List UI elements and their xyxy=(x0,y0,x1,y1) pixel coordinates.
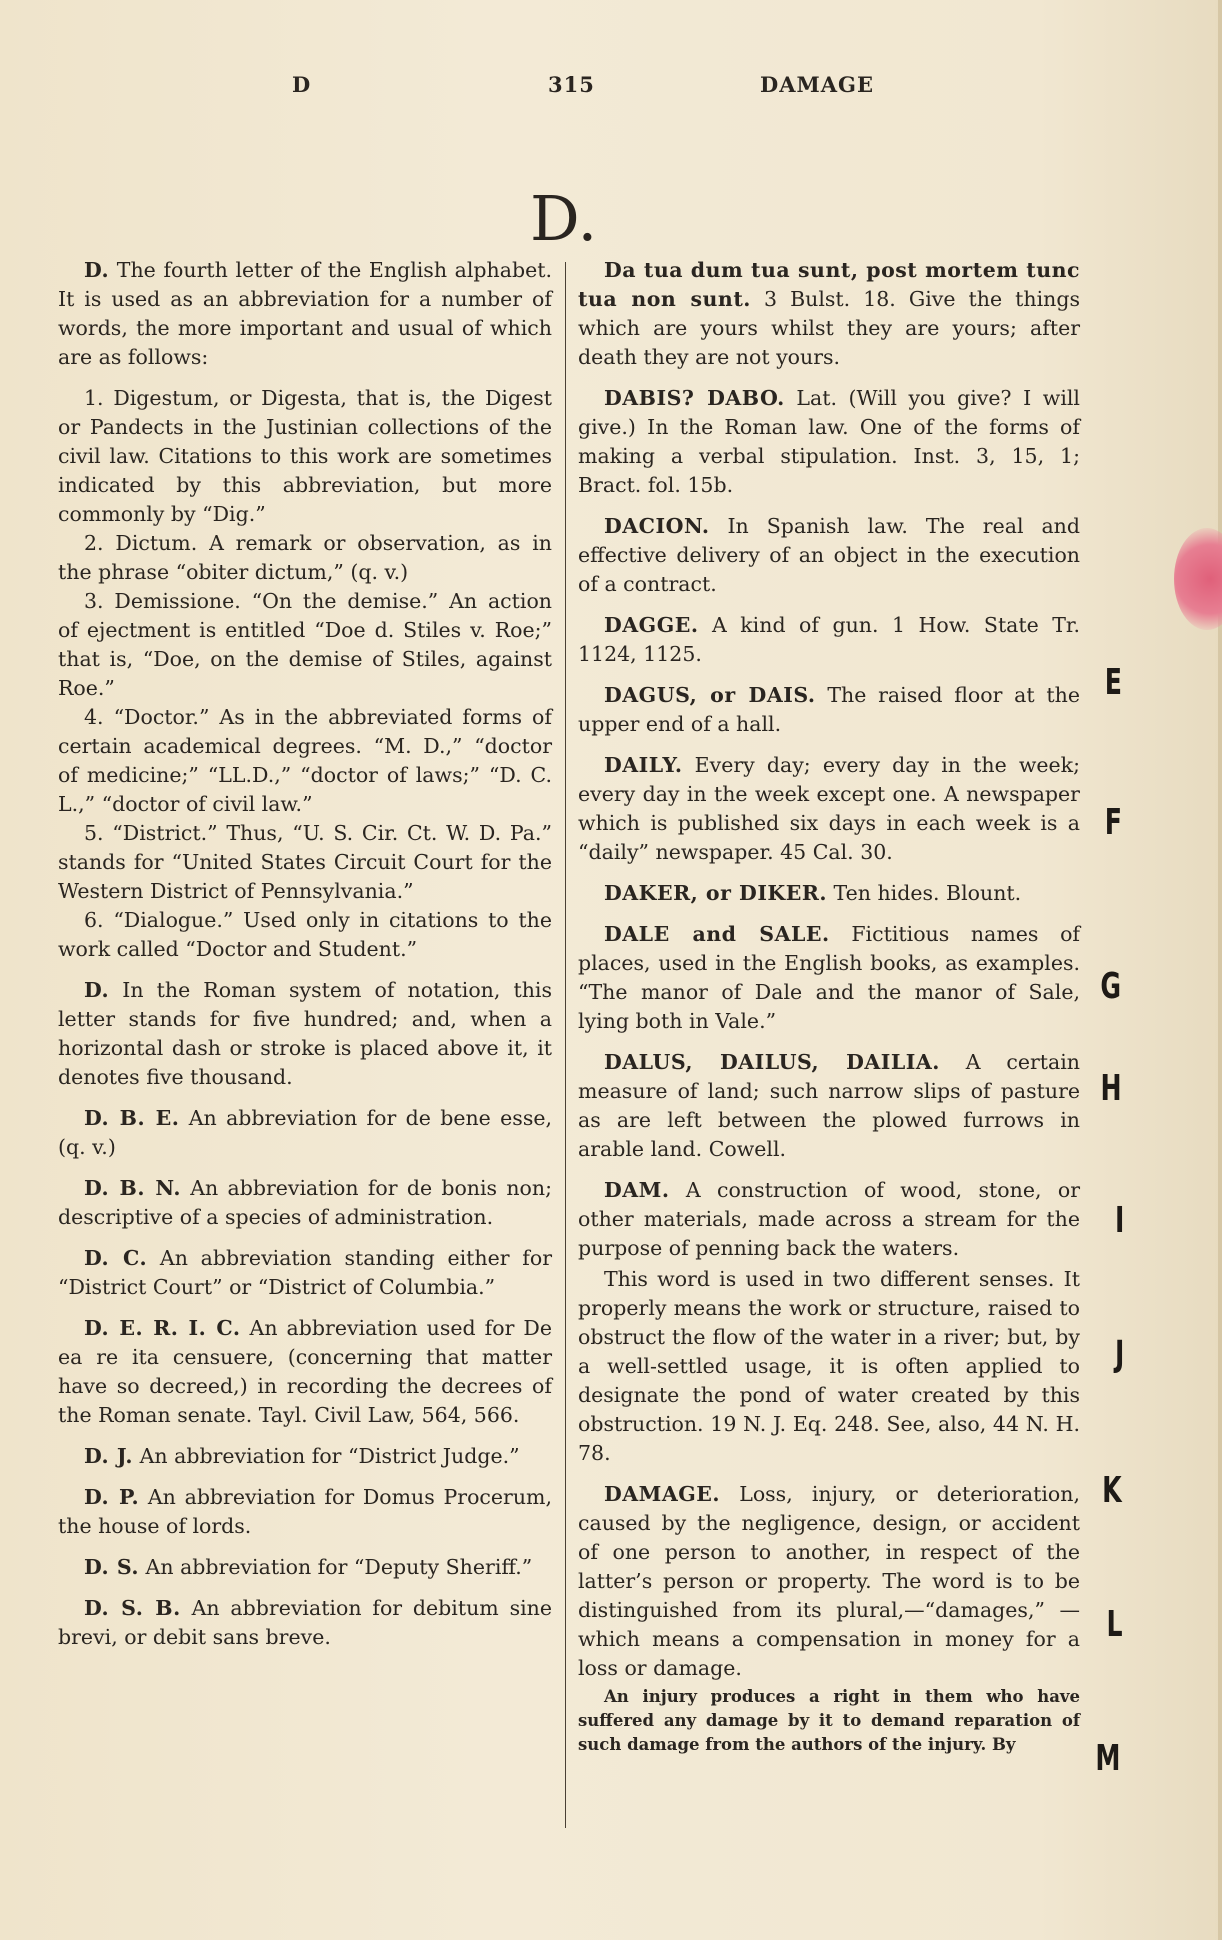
dictionary-entry xyxy=(58,1314,552,1430)
dictionary-entry xyxy=(578,920,1080,1036)
sub-entry: 1. Digestum, or Digesta, that is, the Digest or Pandects in the Justinian collections of the civil law. Citations to this work are sometimes indicated by this abbreviation, but more commonly by “Dig.” xyxy=(58,386,552,526)
headword: D. xyxy=(84,258,110,282)
definition: An abbreviation for de bonis non; descriptive of a species of administration. xyxy=(58,1176,552,1229)
definition: A kind of gun. 1 How. State Tr. 1124, 1125. xyxy=(578,613,1080,666)
page-number: 315 xyxy=(548,72,595,97)
headword: D. B. N. xyxy=(84,1176,181,1200)
dictionary-entry xyxy=(578,384,1080,500)
definition: An abbreviation for de bene esse, (q. v.) xyxy=(58,1106,552,1159)
headword: D. S. xyxy=(84,1555,140,1579)
definition: An abbreviation for debitum sine brevi, or debit sans breve. xyxy=(58,1596,552,1649)
sub-entry: 6. “Dialogue.” Used only in citations to the work called “Doctor and Student.” xyxy=(58,908,552,961)
header-word: DAMAGE xyxy=(760,72,874,97)
sub-entry: This word is used in two different senses. It properly means the work or structure, raised to obstruct the flow of the water in a river; but, by a well-settled usage, it is often applied to designate the pond of water created by this obstruction. 19 N. J. Eq. 248. See, also, 44 N. H. 78. xyxy=(578,1267,1080,1465)
headword: D. P. xyxy=(84,1485,140,1509)
headword: DAILY. xyxy=(604,753,683,777)
headword: DAM. xyxy=(604,1178,670,1202)
header-letter: D xyxy=(292,72,312,97)
dictionary-entry xyxy=(578,1048,1080,1164)
headword: DALE and SALE. xyxy=(604,922,830,946)
definition: Ten hides. Blount. xyxy=(827,881,1022,905)
definition: Every day; every day in the week; every day in the week except one. A newspaper which is published six days in each week is a “daily” newspaper. 45 Cal. 30. xyxy=(578,753,1080,864)
dictionary-entry xyxy=(58,1483,552,1541)
left-column xyxy=(58,256,552,1664)
headword: DAMAGE. xyxy=(604,1482,721,1506)
headword: D. E. R. I. C. xyxy=(84,1316,241,1340)
definition: 3 Bulst. 18. Give the things which are yours whilst they are yours; after death they are not yours. xyxy=(578,287,1081,369)
definition: A certain measure of land; such narrow slips of pasture as are left between the plowed furrows in arable land. Cowell. xyxy=(578,1050,1080,1161)
definition: An abbreviation standing either for “District Court” or “District of Columbia.” xyxy=(58,1246,552,1299)
definition: Fictitious names of places, used in the English books, as examples. “The manor of Dale and the manor of Sale, lying both in Vale.” xyxy=(578,922,1081,1033)
headword: D. S. B. xyxy=(84,1596,181,1620)
thumb-index-m: M xyxy=(1095,1738,1121,1779)
thumb-index-g: G xyxy=(1100,966,1122,1007)
column-divider xyxy=(565,262,566,1828)
headword: DAGGE. xyxy=(604,613,699,637)
headword: D. xyxy=(84,978,110,1002)
dictionary-entry xyxy=(578,1480,1080,1683)
dictionary-entry xyxy=(578,1176,1080,1263)
thumb-index-i: I xyxy=(1114,1200,1124,1241)
right-column xyxy=(578,256,1080,1757)
thumb-index-l: L xyxy=(1106,1604,1123,1645)
definition: In the Roman system of notation, this letter stands for five hundred; and, when a horizontal dash or stroke is placed above it, it denotes five thousand. xyxy=(58,978,552,1089)
dictionary-entry xyxy=(58,1244,552,1302)
definition: An abbreviation used for De ea re ita censuere, (concerning that matter have so decreed,) in recording the decrees of the Roman senate. Tayl. Civil Law, 564, 566. xyxy=(58,1316,552,1427)
dictionary-entry xyxy=(58,1174,552,1232)
definition: In Spanish law. The real and effective delivery of an object in the execution of a contract. xyxy=(578,514,1080,596)
definition: The raised floor at the upper end of a hall. xyxy=(578,683,1080,736)
definition: An abbreviation for “Deputy Sheriff.” xyxy=(139,1555,533,1579)
footnote-text: An injury produces a right in them who have suffered any damage by it to demand reparation of such damage from the authors of the injury. By xyxy=(578,1687,1080,1754)
headword: DACION. xyxy=(604,514,710,538)
definition: An abbreviation for “District Judge.” xyxy=(133,1444,520,1468)
definition: A construction of wood, stone, or other materials, made across a stream for the purpose of penning back the waters. xyxy=(578,1178,1080,1260)
running-head xyxy=(0,72,1222,102)
headword: D. J. xyxy=(84,1444,134,1468)
dictionary-entry xyxy=(578,751,1080,867)
headword: DAKER, or DIKER. xyxy=(604,881,828,905)
section-letter: D. xyxy=(530,182,598,255)
dictionary-entry xyxy=(578,611,1080,669)
page-edge xyxy=(1218,0,1222,1940)
sub-entry: 5. “District.” Thus, “U. S. Cir. Ct. W. D. Pa.” stands for “United States Circuit Court for the Western District of Pennsylvania.” xyxy=(58,821,552,903)
dictionary-entry xyxy=(58,1104,552,1162)
dictionary-entry xyxy=(578,256,1080,372)
sub-entry: 2. Dictum. A remark or observation, as in the phrase “obiter dictum,” (q. v.) xyxy=(58,531,552,584)
sub-entry: 4. “Doctor.” As in the abbreviated forms of certain academical degrees. “M. D.,” “doctor of medicine;” “LL.D.,” “doctor of laws;” “D. C. L.,” “doctor of civil law.” xyxy=(58,705,552,816)
dictionary-entry xyxy=(58,1594,552,1652)
headword: DABIS? DABO. xyxy=(604,386,785,410)
definition: Loss, injury, or deterioration, caused by the negligence, design, or accident of one person to another, in respect of the latter’s person or property. The word is to be distinguished from its plural,—“damages,” — which means a compensation in money for a loss or damage. xyxy=(578,1482,1080,1680)
dictionary-entry xyxy=(58,256,552,372)
dictionary-entry xyxy=(578,681,1080,739)
definition: Lat. (Will you give? I will give.) In the Roman law. One of the forms of making a verbal stipulation. Inst. 3, 15, 1; Bract. fol. 15b. xyxy=(578,386,1080,497)
dictionary-entry xyxy=(58,1442,552,1471)
definition: The fourth letter of the English alphabet. It is used as an abbreviation for a number of words, the more important and usual of which are as follows: xyxy=(58,258,552,369)
dictionary-entry xyxy=(578,879,1080,908)
thumb-index-e: E xyxy=(1105,662,1123,703)
thumb-index-h: H xyxy=(1100,1068,1122,1109)
thumb-index-k: K xyxy=(1102,1470,1122,1511)
dictionary-entry xyxy=(58,1553,552,1582)
dictionary-entry xyxy=(578,512,1080,599)
headword: Da tua dum tua sunt, post mortem tunc tua non sunt. xyxy=(578,258,1080,311)
headword: D. C. xyxy=(84,1246,148,1270)
headword: DALUS, DAILUS, DAILIA. xyxy=(604,1050,940,1074)
headword: D. B. E. xyxy=(84,1106,180,1130)
thumb-index-f: F xyxy=(1105,802,1123,843)
definition: An abbreviation for Domus Procerum, the house of lords. xyxy=(58,1485,552,1538)
headword: DAGUS, or DAIS. xyxy=(604,683,816,707)
thumb-index-j: J xyxy=(1114,1334,1124,1375)
dictionary-entry xyxy=(58,976,552,1092)
sub-entry: 3. Demissione. “On the demise.” An action of ejectment is entitled “Doe d. Stiles v. Roe;” that is, “Doe, on the demise of Stiles, against Roe.” xyxy=(58,589,552,700)
